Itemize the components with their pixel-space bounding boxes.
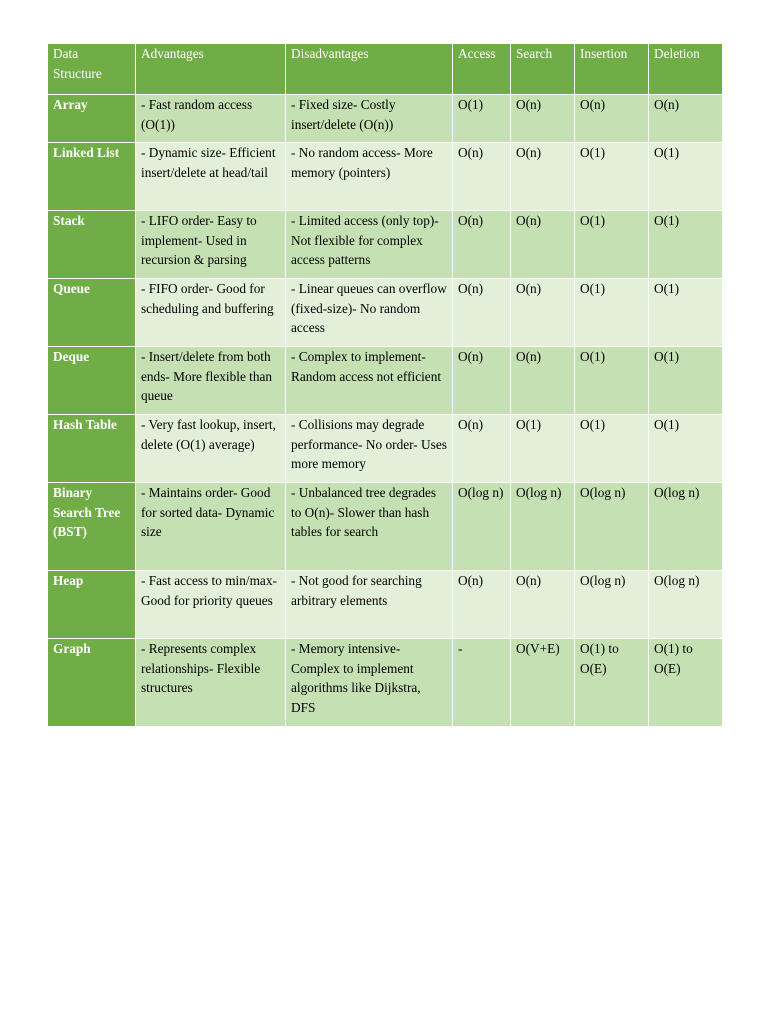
insertion-cell: O(1) bbox=[575, 347, 649, 415]
table-row bbox=[48, 279, 723, 347]
deletion-cell: O(n) bbox=[649, 95, 723, 143]
deletion-cell: O(1) to O(E) bbox=[649, 639, 723, 727]
advantages-cell: - Dynamic size- Efficient insert/delete at head/tail bbox=[136, 143, 286, 211]
insertion-cell: O(n) bbox=[575, 95, 649, 143]
search-cell: O(V+E) bbox=[511, 639, 575, 727]
table-row bbox=[48, 143, 723, 211]
row-label: Graph bbox=[48, 639, 136, 727]
insertion-cell: O(1) bbox=[575, 279, 649, 347]
insertion-cell: O(1) bbox=[575, 143, 649, 211]
deletion-cell: O(log n) bbox=[649, 483, 723, 571]
search-cell: O(n) bbox=[511, 279, 575, 347]
row-label: Queue bbox=[48, 279, 136, 347]
insertion-cell: O(1) to O(E) bbox=[575, 639, 649, 727]
advantages-cell: - Fast access to min/max- Good for priority queues bbox=[136, 571, 286, 639]
search-cell: O(n) bbox=[511, 143, 575, 211]
advantages-cell: - LIFO order- Easy to implement- Used in recursion & parsing bbox=[136, 211, 286, 279]
access-cell: O(n) bbox=[453, 415, 511, 483]
row-label: Array bbox=[48, 95, 136, 143]
search-cell: O(n) bbox=[511, 347, 575, 415]
disadvantages-cell: - Not good for searching arbitrary elements bbox=[286, 571, 453, 639]
search-cell: O(1) bbox=[511, 415, 575, 483]
disadvantages-cell: - Fixed size- Costly insert/delete (O(n)) bbox=[286, 95, 453, 143]
header-cell-search: Search bbox=[511, 44, 575, 95]
deletion-cell: O(log n) bbox=[649, 571, 723, 639]
disadvantages-cell: - Complex to implement- Random access not efficient bbox=[286, 347, 453, 415]
table-row bbox=[48, 639, 723, 727]
deletion-cell: O(1) bbox=[649, 415, 723, 483]
search-cell: O(n) bbox=[511, 95, 575, 143]
header-cell-data-structure: Data Structure bbox=[48, 44, 136, 95]
insertion-cell: O(log n) bbox=[575, 571, 649, 639]
deletion-cell: O(1) bbox=[649, 143, 723, 211]
table-row bbox=[48, 571, 723, 639]
header-cell-advantages: Advantages bbox=[136, 44, 286, 95]
disadvantages-cell: - Limited access (only top)- Not flexible for complex access patterns bbox=[286, 211, 453, 279]
header-row bbox=[48, 44, 723, 95]
table-row bbox=[48, 415, 723, 483]
advantages-cell: - FIFO order- Good for scheduling and buffering bbox=[136, 279, 286, 347]
insertion-cell: O(1) bbox=[575, 211, 649, 279]
data-structures-table bbox=[47, 43, 723, 727]
header-cell-disadvantages: Disadvantages bbox=[286, 44, 453, 95]
row-label: Hash Table bbox=[48, 415, 136, 483]
disadvantages-cell: - No random access- More memory (pointers) bbox=[286, 143, 453, 211]
disadvantages-cell: - Linear queues can overflow (fixed-size)- No random access bbox=[286, 279, 453, 347]
access-cell: O(n) bbox=[453, 347, 511, 415]
deletion-cell: O(1) bbox=[649, 347, 723, 415]
deletion-cell: O(1) bbox=[649, 279, 723, 347]
advantages-cell: - Fast random access (O(1)) bbox=[136, 95, 286, 143]
row-label: Binary Search Tree (BST) bbox=[48, 483, 136, 571]
access-cell: - bbox=[453, 639, 511, 727]
search-cell: O(n) bbox=[511, 211, 575, 279]
row-label: Linked List bbox=[48, 143, 136, 211]
insertion-cell: O(log n) bbox=[575, 483, 649, 571]
access-cell: O(n) bbox=[453, 211, 511, 279]
disadvantages-cell: - Unbalanced tree degrades to O(n)- Slower than hash tables for search bbox=[286, 483, 453, 571]
advantages-cell: - Represents complex relationships- Flexible structures bbox=[136, 639, 286, 727]
row-label: Stack bbox=[48, 211, 136, 279]
header-cell-deletion: Deletion bbox=[649, 44, 723, 95]
access-cell: O(log n) bbox=[453, 483, 511, 571]
access-cell: O(n) bbox=[453, 279, 511, 347]
table-row bbox=[48, 95, 723, 143]
table-row bbox=[48, 211, 723, 279]
row-label: Deque bbox=[48, 347, 136, 415]
search-cell: O(n) bbox=[511, 571, 575, 639]
row-label: Heap bbox=[48, 571, 136, 639]
advantages-cell: - Maintains order- Good for sorted data- Dynamic size bbox=[136, 483, 286, 571]
deletion-cell: O(1) bbox=[649, 211, 723, 279]
header-cell-access: Access bbox=[453, 44, 511, 95]
access-cell: O(n) bbox=[453, 571, 511, 639]
header-cell-insertion: Insertion bbox=[575, 44, 649, 95]
access-cell: O(n) bbox=[453, 143, 511, 211]
disadvantages-cell: - Memory intensive- Complex to implement algorithms like Dijkstra, DFS bbox=[286, 639, 453, 727]
table-row bbox=[48, 347, 723, 415]
search-cell: O(log n) bbox=[511, 483, 575, 571]
access-cell: O(1) bbox=[453, 95, 511, 143]
disadvantages-cell: - Collisions may degrade performance- No order- Uses more memory bbox=[286, 415, 453, 483]
advantages-cell: - Very fast lookup, insert, delete (O(1) average) bbox=[136, 415, 286, 483]
insertion-cell: O(1) bbox=[575, 415, 649, 483]
table-row bbox=[48, 483, 723, 571]
advantages-cell: - Insert/delete from both ends- More flexible than queue bbox=[136, 347, 286, 415]
